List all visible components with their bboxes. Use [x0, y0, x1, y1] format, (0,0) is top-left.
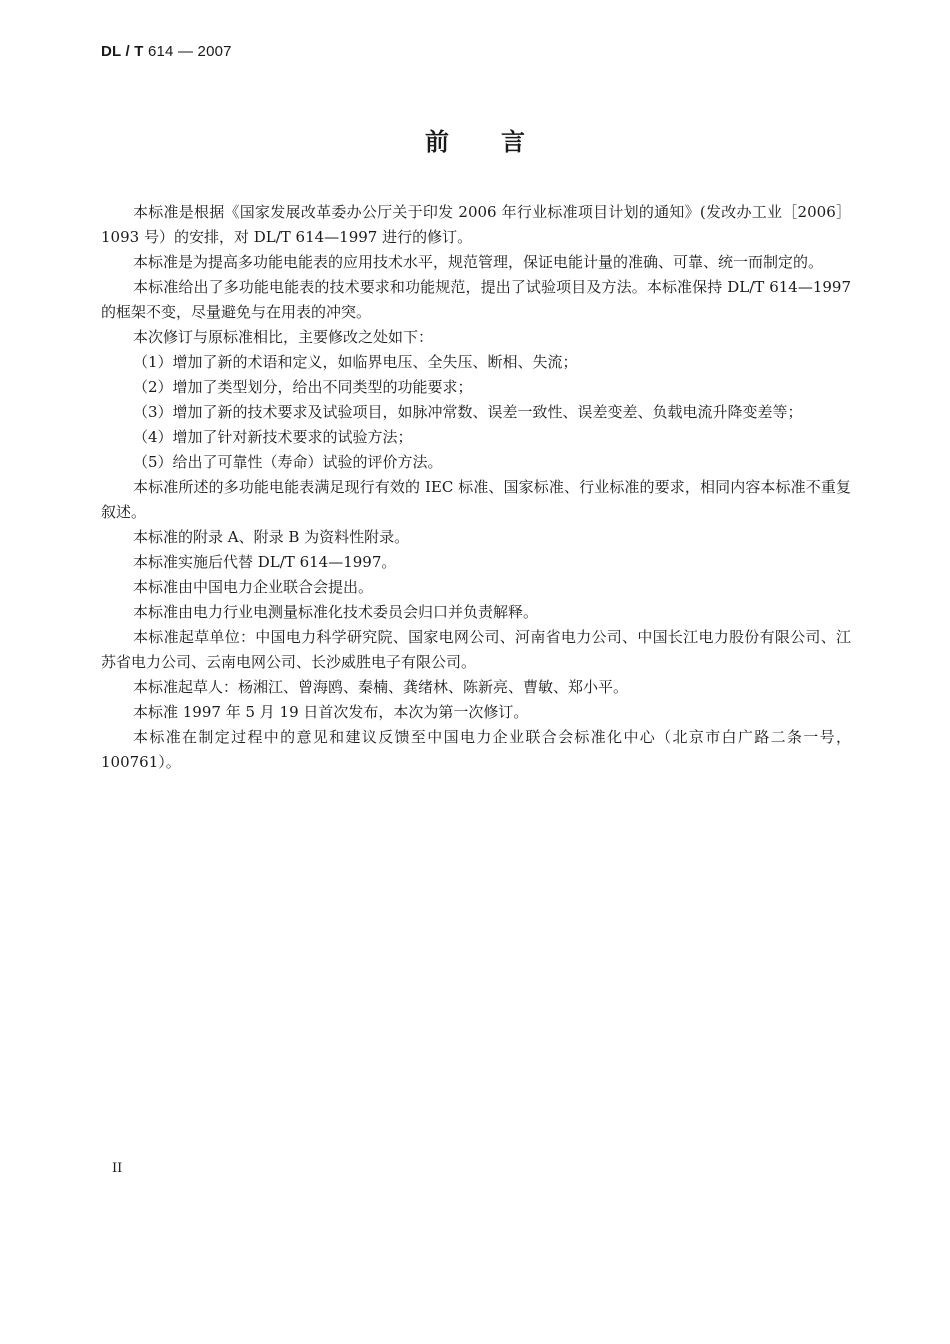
paragraph: 本标准起草单位：中国电力科学研究院、国家电网公司、河南省电力公司、中国长江电力股份有限公司、江苏省电力公司、云南电网公司、长沙威胜电子有限公司。: [101, 628, 851, 671]
paragraph: 本标准由电力行业电测量标准化技术委员会归口并负责解释。: [133, 603, 539, 621]
page-number: II: [112, 1161, 123, 1176]
document-header: [101, 43, 232, 60]
paragraph: 本标准是为提高多功能电能表的应用技术水平，规范管理，保证电能计量的准确、可靠、统一而制定的。: [133, 253, 824, 271]
paragraph: 本标准给出了多功能电能表的技术要求和功能规范，提出了试验项目及方法。本标准保持 DL/T 614—1997 的框架不变，尽量避免与在用表的冲突。: [101, 278, 851, 321]
paragraph: 本标准由中国电力企业联合会提出。: [133, 578, 374, 596]
foreword-body: [101, 200, 851, 775]
paragraph: 本标准 1997 年 5 月 19 日首次发布，本次为第一次修订。: [133, 703, 529, 721]
paragraph: 本标准起草人：杨湘江、曾海鸥、秦楠、龚绪林、陈新亮、曹敏、郑小平。: [133, 678, 629, 696]
paragraph: 本标准的附录 A、附录 B 为资料性附录。: [133, 528, 410, 546]
list-item: （2）增加了类型划分，给出不同类型的功能要求；: [133, 378, 473, 396]
page-title: 前言: [425, 128, 577, 156]
paragraph: 本标准实施后代替 DL/T 614—1997。: [133, 553, 397, 571]
standard-code-prefix: DL / T: [101, 43, 144, 60]
paragraph: 本标准在制定过程中的意见和建议反馈至中国电力企业联合会标准化中心（北京市白广路二条一号，100761）。: [101, 728, 851, 771]
list-item: （4）增加了针对新技术要求的试验方法；: [133, 428, 413, 446]
standard-code-number: 614 — 2007: [143, 43, 232, 60]
paragraph: 本标准是根据《国家发展改革委办公厅关于印发 2006 年行业标准项目计划的通知》(发改办工业［2006］1093 号）的安排，对 DL/T 614—1997 进行的修订。: [101, 203, 851, 246]
list-item: （3）增加了新的技术要求及试验项目，如脉冲常数、误差一致性、误差变差、负载电流升降变差等；: [133, 403, 803, 421]
list-item: （1）增加了新的术语和定义，如临界电压、全失压、断相、失流；: [133, 353, 578, 371]
paragraph: 本标准所述的多功能电能表满足现行有效的 IEC 标准、国家标准、行业标准的要求，相同内容本标准不重复叙述。: [101, 478, 851, 521]
list-item: （5）给出了可靠性（寿命）试验的评价方法。: [133, 453, 443, 471]
paragraph: 本次修订与原标准相比，主要修改之处如下：: [133, 328, 434, 346]
